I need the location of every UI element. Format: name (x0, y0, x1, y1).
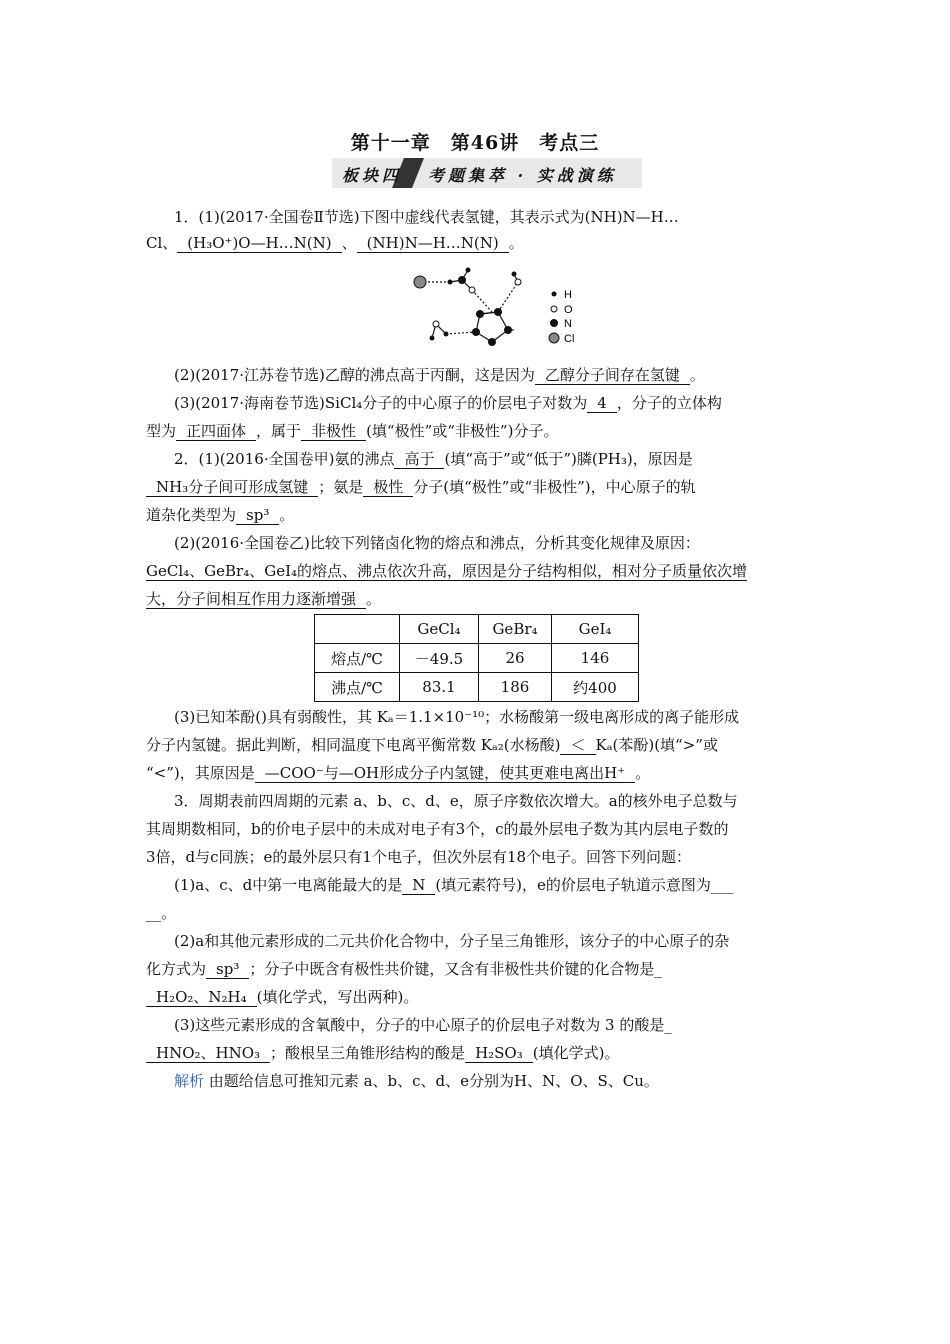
q2-line3: 道杂化类型为 sp³ 。 (146, 506, 295, 524)
q2-part3-line3: “<”)，其原因是 —COO⁻与—OH形成分子内氢键，使其更难电离出H⁺ 。 (146, 764, 651, 782)
section-banner (332, 158, 642, 188)
q1-part3-line2: 型为 正四面体 ，属于 非极性 (填“极性”或“非极性”)分子。 (146, 422, 559, 440)
banner-left: 板块四 (342, 166, 403, 185)
legend-cl: Cl (564, 333, 575, 345)
q1-part2: (2)(2017·江苏卷节选)乙醇的沸点高于丙酮，这是因为 乙醇分子间存在氢键 。 (174, 366, 705, 384)
q3-part1: (1)a、c、d中第一电离能最大的是 N (填元素符号)，e的价层电子轨道示意图为___ (174, 876, 734, 894)
q3-line2: 其周期数相同，b的价电子层中的未成对电子有3个，c的最外层电子数为其内层电子数的 (146, 820, 729, 838)
legend-o: O (564, 304, 573, 316)
q3-part2-line3: H₂O₂、N₂H₄ (填化学式，写出两种)。 (146, 986, 418, 1008)
q3-part1-cont: __。 (146, 904, 177, 922)
legend-h: H (564, 289, 572, 301)
q2-line1: 2．(1)(2016·全国卷甲)氨的沸点 高于 (填“高于”或“低于”)膦(PH₃)，原因是 (174, 450, 693, 468)
q3-part2-line1: (2)a和其他元素形成的二元共价化合物中，分子呈三角锥形，该分子的中心原子的杂 (174, 932, 730, 950)
q1-answer2: (NH)N—H…N(N) (357, 234, 509, 253)
germanium-halide-table: GeCl₄ GeBr₄ GeI₄ 熔点/℃ －49.5 26 146 沸点/℃ 83.1 186 约400 (314, 614, 639, 702)
legend-n: N (564, 318, 572, 330)
q2-line2: NH₃分子间可形成氢键 ；氨是 极性 分子(填“极性”或“非极性”)，中心原子的轨 (146, 476, 696, 498)
page-title: 第十一章 第46讲 考点三 (350, 132, 600, 154)
q1-line2: Cl、 (H₃O⁺)O—H…N(N) 、 (NH)N—H…N(N) 。 (146, 234, 524, 252)
q3-part2-line2: 化方式为 sp³ ；分子中既含有极性共价键，又含有非极性共价键的化合物是_ (146, 960, 662, 978)
q1-part3-line1: (3)(2017·海南卷节选)SiCl₄分子的中心原子的价层电子对数为 4 ，分子的立体构 (174, 394, 722, 412)
explanation-label: 解析 (174, 1072, 205, 1090)
q2-part3-line2: 分子内氢键。据此判断，相同温度下电离平衡常数 Kₐ₂(水杨酸) ＜ Kₐ(苯酚)(填“>”或 (146, 736, 718, 754)
q3-part3-line1: (3)这些元素形成的含氧酸中，分子的中心原子的价层电子对数为 3 的酸是_ (174, 1016, 672, 1034)
q2-part3-line1: (3)已知苯酚()具有弱酸性，其 Kₐ＝1.1×10⁻¹⁰；水杨酸第一级电离形成的离子能形成 (174, 708, 740, 726)
q2-part2-answer2: 大，分子间相互作用力逐渐增强 。 (146, 590, 382, 608)
q3-explanation: 解析 由题给信息可推知元素 a、b、c、d、e分别为H、N、O、S、Cu。 (174, 1072, 659, 1090)
q3-part3-line2: HNO₂、HNO₃ ；酸根呈三角锥形结构的酸是 H₂SO₃ (填化学式)。 (146, 1042, 619, 1064)
q1-line1: 1．(1)(2017·全国卷Ⅱ节选)下图中虚线代表氢键，其表示式为(NH)N—H… (174, 208, 679, 226)
q1-answer1: (H₃O⁺)O—H…N(N) (177, 234, 341, 253)
q3-line1: 3．周期表前四周期的元素 a、b、c、d、e，原子序数依次增大。a的核外电子总数与 (174, 792, 738, 810)
banner-right: 考题集萃 · 实战演练 (428, 166, 617, 185)
molecule-diagram (410, 262, 590, 352)
q2-part2-answer1: GeCl₄、GeBr₄、GeI₄的熔点、沸点依次升高，原因是分子结构相似，相对分子质量依次增 (146, 562, 748, 580)
q3-line3: 3倍，d与c同族；e的最外层只有1个电子，但次外层有18个电子。回答下列问题： (146, 848, 692, 866)
q2-part2: (2)(2016·全国卷乙)比较下列锗卤化物的熔点和沸点，分析其变化规律及原因： (174, 534, 700, 552)
